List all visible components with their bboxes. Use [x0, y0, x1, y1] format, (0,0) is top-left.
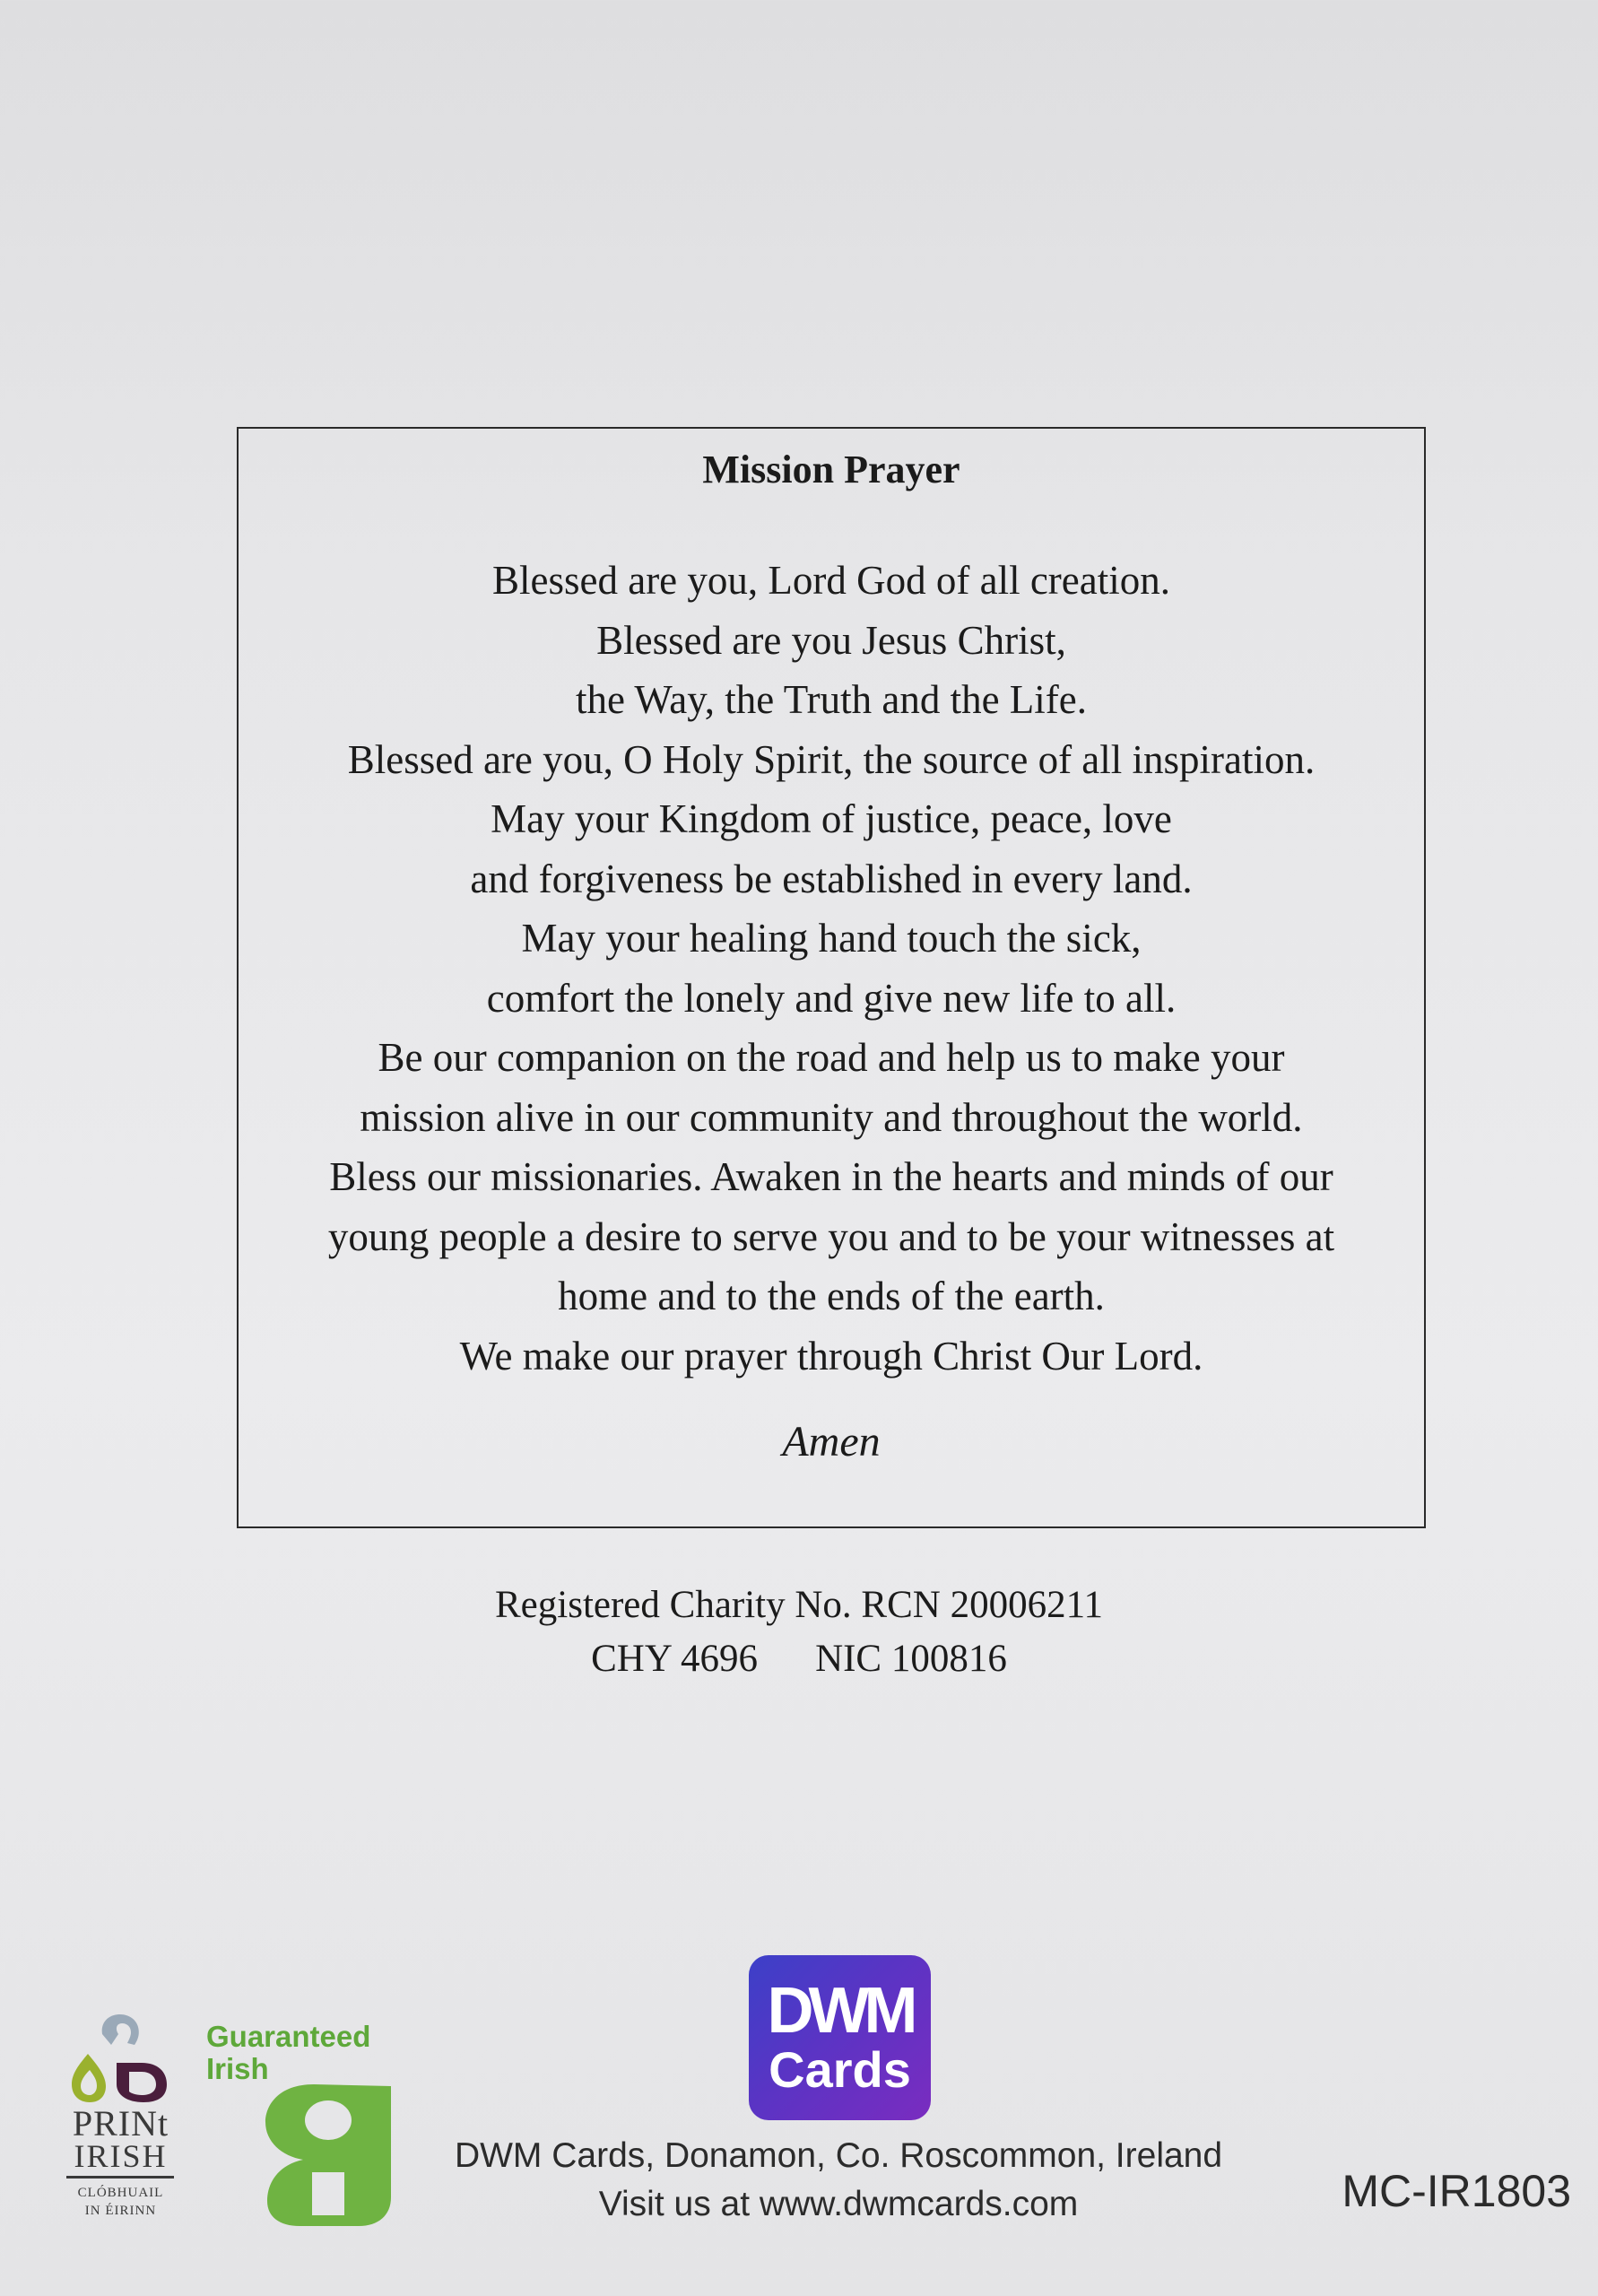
prayer-text	[248, 551, 1415, 1386]
charity-chy: CHY 4696	[591, 1638, 759, 1680]
prayer-line: young people a desire to serve you and to be your witnesses at	[327, 1213, 1335, 1259]
print-irish-line4: IN ÉIRINN	[84, 2204, 157, 2218]
publisher-website: Visit us at www.dwmcards.com	[598, 2185, 1079, 2223]
charity-numbers	[0, 1632, 1598, 1686]
prayer-title: Mission Prayer	[702, 448, 960, 491]
prayer-line: Bless our missionaries. Awaken in the hearts and minds of our	[329, 1154, 1333, 1199]
prayer-line: May your Kingdom of justice, peace, love	[491, 796, 1172, 841]
charity-info	[0, 1578, 1598, 1686]
charity-registered: Registered Charity No. RCN 20006211	[495, 1584, 1103, 1626]
prayer-line: comfort the lonely and give new life to all.	[486, 975, 1177, 1021]
prayer-line: Be our companion on the road and help us to make your	[378, 1035, 1285, 1080]
prayer-amen: Amen	[782, 1418, 881, 1465]
guaranteed-irish-line2: Irish	[206, 2052, 269, 2085]
dwm-cards-logo	[749, 1955, 931, 2120]
product-code: MC-IR1803	[1342, 2166, 1571, 2216]
print-irish-line1: PRINt	[72, 2103, 169, 2144]
prayer-line: May your healing hand touch the sick,	[521, 916, 1142, 961]
prayer-line: We make our prayer through Christ Our Lord.	[459, 1333, 1203, 1378]
dwm-logo-line1: DWM	[767, 1975, 913, 2047]
publisher-address: DWM Cards, Donamon, Co. Roscommon, Ireland	[454, 2136, 1223, 2175]
prayer-box	[237, 427, 1426, 1528]
print-irish-drops-icon	[65, 2009, 172, 2104]
print-irish-line2: IRISH	[74, 2138, 168, 2174]
charity-nic: NIC 100816	[815, 1638, 1007, 1680]
prayer-line: home and to the ends of the earth.	[558, 1274, 1105, 1318]
prayer-line: mission alive in our community and throughout the world.	[360, 1094, 1303, 1140]
prayer-line: Blessed are you Jesus Christ,	[596, 617, 1066, 663]
prayer-line: Blessed are you, Lord God of all creation.	[491, 558, 1170, 603]
guaranteed-irish-line1: Guaranteed	[206, 2020, 371, 2053]
prayer-line: the Way, the Truth and the Life.	[575, 677, 1088, 722]
prayer-line: Blessed are you, O Holy Spirit, the source of all inspiration.	[347, 736, 1316, 782]
print-irish-divider	[66, 2176, 174, 2179]
dwm-logo-line2: Cards	[769, 2041, 911, 2098]
prayer-line: and forgiveness be established in every land.	[470, 856, 1193, 901]
print-irish-line3: CLÓBHUAIL	[77, 2186, 164, 2200]
